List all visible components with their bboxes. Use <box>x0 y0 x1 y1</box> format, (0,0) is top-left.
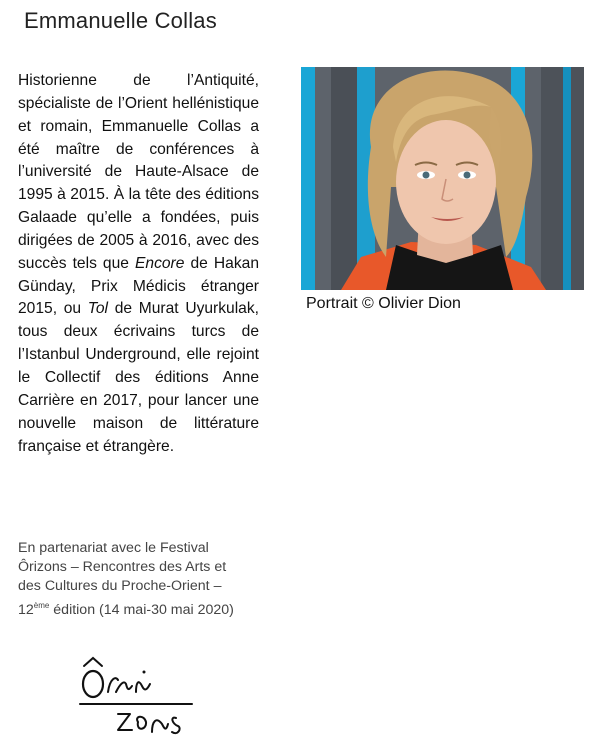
portrait-illustration <box>301 67 584 290</box>
orizons-logo <box>72 652 202 744</box>
partnership-note <box>18 539 278 620</box>
bio-part-1: Historienne de l’Antiquité, spécialiste de l’Orient hellénistique et romain, Emmanuelle Collas a été maître de conférences à l’université de Haute-Alsace de 1995 à 2015. À la tête des éditions Galaade qu’elle a fondées, puis dirigées de 2005 à 2016, avec des succès tels que <box>18 72 259 272</box>
edition-dates: édition (14 mai-30 mai 2020) <box>49 602 234 618</box>
partnership-line-1: En partenariat avec le Festival <box>18 540 209 556</box>
book-title-encore: Encore <box>135 254 185 272</box>
edition-number: 12 <box>18 602 34 618</box>
page-title: Emmanuelle Collas <box>24 8 217 33</box>
biography-text <box>18 70 259 458</box>
author-portrait <box>301 67 584 290</box>
portrait-caption: Portrait © Olivier Dion <box>306 295 461 312</box>
partnership-line-4 <box>18 596 278 620</box>
bio-part-3: de Murat Uyurkulak, tous deux écrivains turcs de l’Istanbul Underground, elle rejoint le Collectif des éditions Anne Carrière en 2017, pour lancer une nouvelle maison de littérature française et étrangère. <box>18 300 259 455</box>
book-title-tol: Tol <box>87 300 109 318</box>
bio-part-2: de Hakan Günday, Prix Médicis étranger 2015, ou <box>18 254 259 318</box>
partnership-line-3: des Cultures du Proche-Orient – <box>18 578 222 594</box>
edition-superscript: ème <box>33 601 50 610</box>
partnership-line-2: Ôrizons – Rencontres des Arts et <box>18 559 227 575</box>
